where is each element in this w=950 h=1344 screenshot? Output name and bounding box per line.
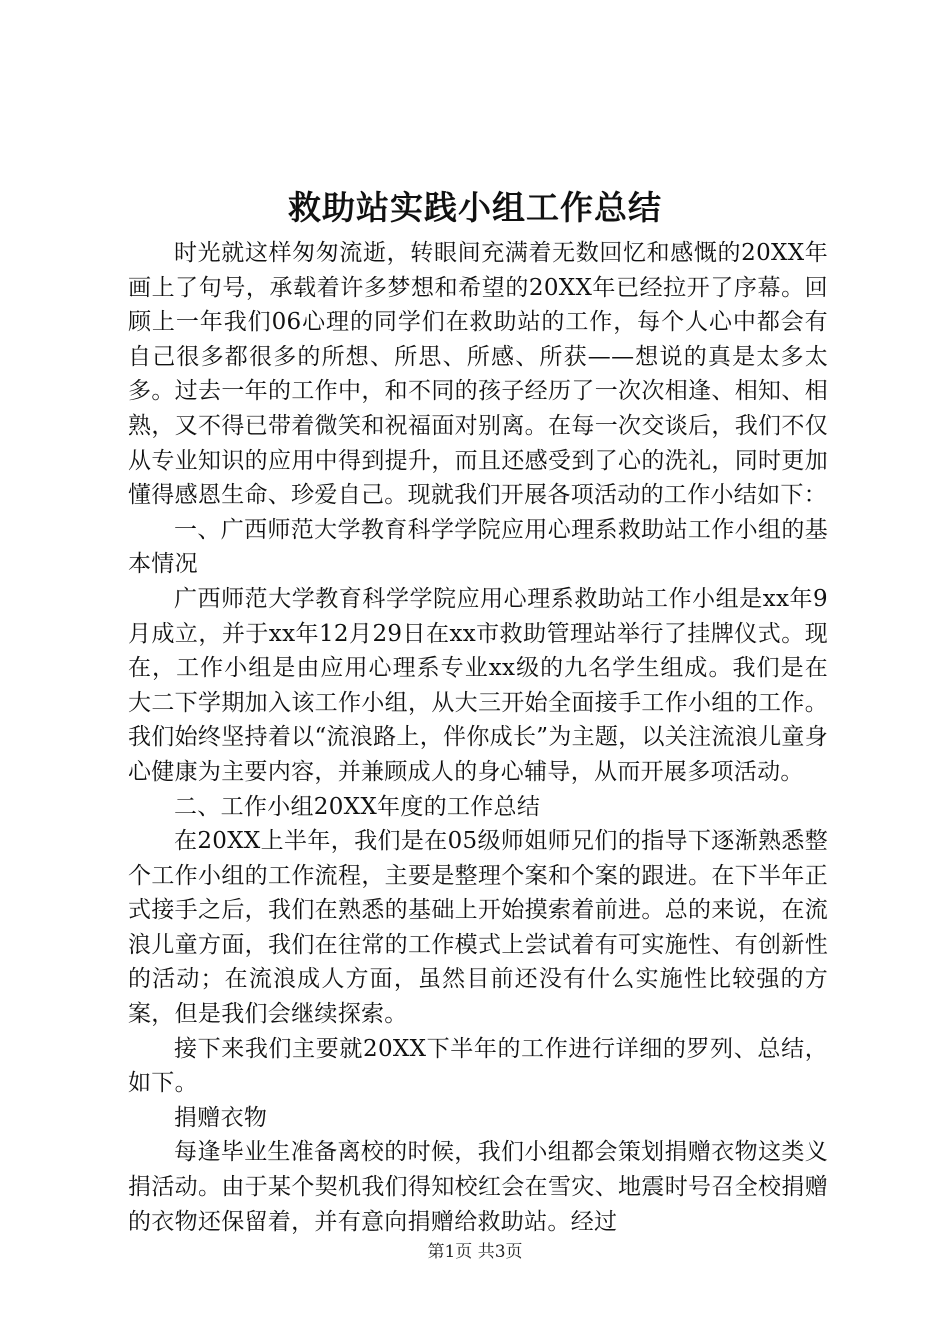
document-title: 救助站实践小组工作总结 [288,188,662,227]
paragraph-next: 接下来我们主要就20XX下半年的工作进行详细的罗列、总结，如下。 [128,1035,828,1097]
subheading-donate-clothes: 捐赠衣物 [174,1104,268,1131]
paragraph-donate-clothes: 每逢毕业生准备离校的时候，我们小组都会策划捐赠衣物这类义捐活动。由于某个契机我们得知校红会在雪灾、地震时号召全校捐赠的衣物还保留着，并有意向捐赠给救助站。经过 [128,1139,828,1235]
paragraph-year-summary: 在20XX上半年，我们是在05级师姐师兄们的指导下逐渐熟悉整个工作小组的工作流程，主要是整理个案和个案的跟进。在下半年正式接手之后，我们在熟悉的基础上开始摸索着前进。总的来说，在流浪儿童方面，我们在往常的工作模式上尝试着有可实施性、有创新性的活动；在流浪成人方面，虽然目前还没有什么实施性比较强的方案，但是我们会继续探索。 [128,828,828,1028]
document-body [128,236,828,1239]
paragraph-intro: 时光就这样匆匆流逝，转眼间充满着无数回忆和感慨的20XX年画上了句号，承载着许多梦想和希望的20XX年已经拉开了序幕。回顾上一年我们06心理的同学们在救助站的工作，每个人心中都会有自己很多都很多的所想、所思、所感、所获——想说的真是太多太多。过去一年的工作中，和不同的孩子经历了一次次相逢、相知、相熟，又不得已带着微笑和祝福面对别离。在每一次交谈后，我们不仅从专业知识的应用中得到提升，而且还感受到了心的洗礼，同时更加懂得感恩生命、珍爱自己。现就我们开展各项活动的工作小结如下： [128,240,828,509]
section-heading-1: 一、广西师范大学教育科学学院应用心理系救助站工作小组的基本情况 [128,516,828,578]
paragraph-basic-info: 广西师范大学教育科学学院应用心理系救助站工作小组是xx年9月成立，并于xx年12月29日在xx市救助管理站举行了挂牌仪式。现在，工作小组是由应用心理系专业xx级的九名学生组成。我们是在大二下学期加入该工作小组，从大三开始全面接手工作小组的工作。我们始终坚持着以“流浪路上，伴你成长”为主题，以关注流浪儿童身心健康为主要内容，并兼顾成人的身心辅导，从而开展多项活动。 [128,585,828,785]
section-heading-2: 二、工作小组20XX年度的工作总结 [174,793,541,820]
page-footer: 第1页 共3页 [427,1242,523,1262]
